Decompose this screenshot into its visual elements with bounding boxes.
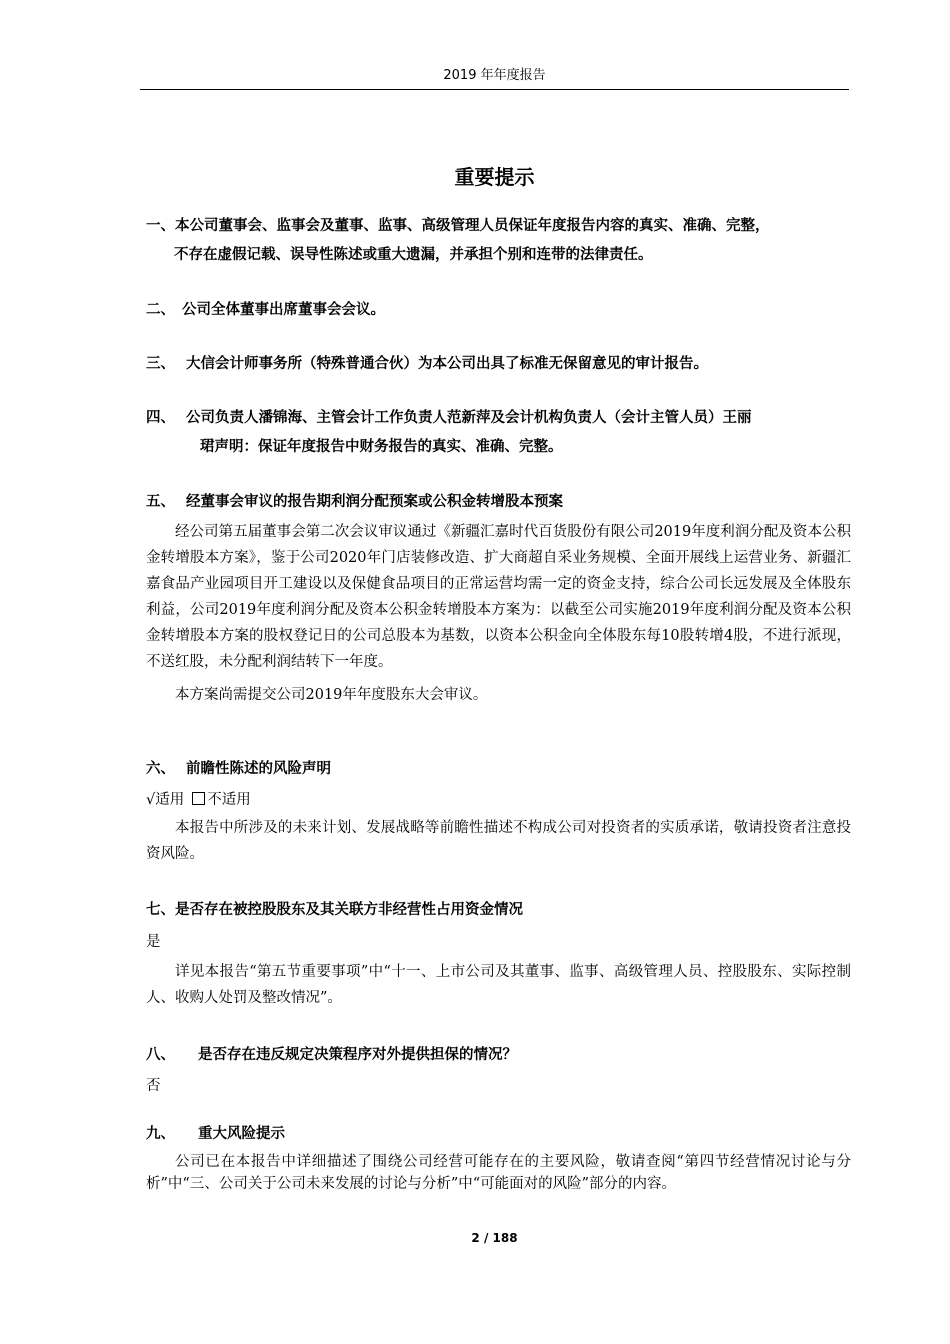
section-text-continued: 不存在虚假记载、误导性陈述或重大遗漏，并承担个别和连带的法律责任。 — [174, 247, 653, 263]
section-number: 九、 — [146, 1126, 175, 1142]
section-1 — [146, 212, 851, 270]
page-number: 2 / 188 — [471, 1231, 518, 1245]
section-8 — [146, 1041, 851, 1101]
answer-text: 是 — [146, 934, 161, 950]
section-number: 四、 — [146, 410, 175, 426]
applicability-row — [146, 786, 851, 815]
answer-text: 否 — [146, 1078, 161, 1094]
header-divider — [140, 89, 849, 90]
major-risk-paragraph: 公司已在本报告中详细描述了围绕公司经营可能存在的主要风险，敬请查阅“第四节经营情况讨论与分析”中“三、公司关于公司未来发展的讨论与分析”中“可能面对的风险”部分的内容。 — [146, 1154, 851, 1192]
check-mark-icon: √ — [146, 792, 156, 808]
section-text: 公司负责人潘锦海、主管会计工作负责人范新萍及会计机构负责人（会计主管人员）王丽 — [186, 410, 752, 426]
applicable-label: 适用 — [155, 792, 185, 808]
section-number: 五、 — [146, 494, 175, 510]
section-number: 八、 — [146, 1047, 175, 1063]
section-4 — [146, 404, 851, 462]
shareholder-meeting-paragraph: 本方案尚需提交公司2019年年度股东大会审议。 — [175, 687, 488, 703]
section-6 — [146, 755, 851, 867]
section-3 — [146, 350, 851, 379]
section-5 — [146, 488, 851, 708]
page-header: 2019 年年度报告 — [443, 68, 546, 83]
profit-distribution-paragraph: 经公司第五届董事会第二次会议审议通过《新疆汇嘉时代百货股份有限公司2019年度利润分配及资本公积金转增股本方案》，鉴于公司2020年门店装修改造、扩大商超自采业务规模、全面开展线上运营业务、新疆汇嘉食品产业园项目开工建设以及保健食品项目的正常运营均需一定的资金支持，综合公司长远发展及全体股东利益，公司2019年度利润分配及资本公积金转增股本方案为：以截至公司实施2019年度利润分配及资本公积金转增股本方案的股权登记日的公司总股本为基数，以资本公积金向全体股东每10股转增4股，不进行派现，不送红股，未分配利润结转下一年度。 — [146, 524, 851, 670]
not-applicable-label: 不适用 — [207, 792, 251, 808]
section-text: 本公司董事会、监事会及董事、监事、高级管理人员保证年度报告内容的真实、准确、完整， — [175, 218, 770, 234]
section-number: 三、 — [146, 356, 175, 372]
section-7 — [146, 896, 851, 1011]
section-number: 一、 — [146, 218, 175, 234]
section-heading: 是否存在违反规定决策程序对外提供担保的情况？ — [198, 1047, 517, 1063]
section-number: 二、 — [146, 302, 175, 318]
section-heading: 经董事会审议的报告期利润分配预案或公积金转增股本预案 — [186, 494, 563, 510]
forward-looking-paragraph: 本报告中所涉及的未来计划、发展战略等前瞻性描述不构成公司对投资者的实质承诺，敬请投资者注意投资风险。 — [146, 820, 851, 862]
page-title: 重要提示 — [454, 165, 535, 189]
section-number: 六、 — [146, 761, 175, 777]
section-heading: 重大风险提示 — [198, 1126, 285, 1142]
empty-checkbox-icon — [192, 792, 205, 805]
fund-occupation-paragraph: 详见本报告“第五节重要事项”中“十一、上市公司及其董事、监事、高级管理人员、控股股东、实际控制人、收购人处罚及整改情况”。 — [146, 964, 851, 1006]
section-heading: 七、是否存在被控股股东及其关联方非经营性占用资金情况 — [146, 902, 523, 918]
section-text-continued: 珺声明：保证年度报告中财务报告的真实、准确、完整。 — [200, 439, 563, 455]
section-text: 公司全体董事出席董事会会议。 — [182, 302, 385, 318]
section-9 — [146, 1120, 851, 1195]
section-heading: 前瞻性陈述的风险声明 — [186, 761, 331, 777]
section-text: 大信会计师事务所（特殊普通合伙）为本公司出具了标准无保留意见的审计报告。 — [186, 356, 708, 372]
section-2 — [146, 296, 851, 325]
